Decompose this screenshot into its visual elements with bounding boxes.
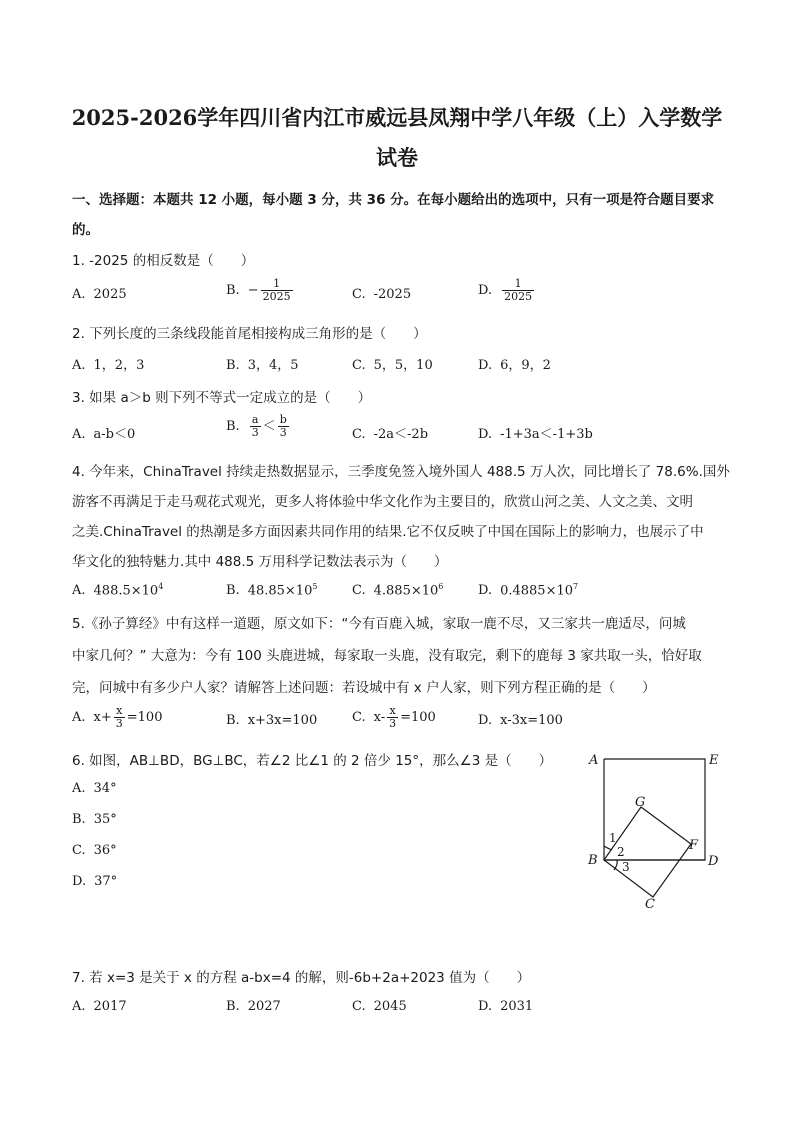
label-e: E (709, 753, 719, 768)
fraction: $\frac{x}{3}$ (115, 704, 123, 730)
label-angle-3: 3 (622, 860, 630, 874)
question-5-stem-cont: 完，问城中有多少户人家？请解答上述问题：若设城中有 x 户人家，则下列方程正确的是（ ） (72, 680, 656, 696)
q4-option-d: D. $0.4885\times 10^7$ (478, 582, 579, 599)
q5-option-a: A. x+ $\frac{x}{3}$ =100 (72, 704, 163, 730)
label-a: A (589, 753, 599, 768)
document-title-line2: 试卷 (376, 145, 418, 170)
document-title-line1: 2025-2026学年四川省内江市威远县凤翔中学八年级（上）入学数学 (71, 105, 723, 130)
angle-arc-1 (604, 846, 612, 850)
q1-option-d: D. $\frac{1}{2025}$ (478, 277, 533, 303)
q6-option-c: C. 36° (72, 843, 117, 858)
q6-option-d: D. 37° (72, 874, 118, 889)
question-4-stem-cont: 游客不再满足于走马观花式观光，更多人将体验中华文化作为主要目的，欣赏山河之美、人文之美、文明 (72, 494, 693, 510)
q2-option-b: B. 3，4，5 (226, 358, 299, 373)
question-2-stem: 2. 下列长度的三条线段能首尾相接构成三角形的是（ ） (72, 326, 427, 342)
fraction: $\frac{x}{3}$ (389, 704, 397, 730)
q1-option-a: A. 2025 (72, 287, 127, 302)
section-header: 一、选择题：本题共 12 小题，每小题 3 分，共 36 分。在每小题给出的选项中，只有一项是符合题目要求 (72, 192, 715, 208)
q3-option-a: A. a-b＜0 (72, 427, 136, 442)
label-c: C (645, 897, 655, 908)
q6-option-b: B. 35° (72, 812, 117, 827)
q4-option-c: C. $4.885\times 10^6$ (352, 582, 444, 599)
label-angle-1: 1 (609, 831, 617, 845)
q2-option-a: A. 1，2，3 (72, 358, 145, 373)
question-7-stem: 7. 若 x=3 是关于 x 的方程 a-bx=4 的解，则-6b+2a+2023 值为（ ） (72, 970, 531, 986)
question-3-stem: 3. 如果 a＞b 则下列不等式一定成立的是（ ） (72, 390, 372, 406)
fraction: $\frac{1}{2025}$ (262, 277, 291, 303)
fraction: $\frac{a}{3}$ (251, 413, 259, 439)
q7-option-b: B. 2027 (226, 999, 281, 1014)
question-4-stem-cont: 之美.ChinaTravel 的热潮是多方面因素共同作用的结果.它不仅反映了中国在国际上的影响力，也展示了中 (72, 524, 704, 540)
q2-option-d: D. 6，9，2 (478, 358, 551, 373)
q3-option-c: C. -2a＜-2b (352, 427, 429, 442)
label-f: F (689, 838, 699, 853)
fraction: $\frac{b}{3}$ (279, 413, 287, 439)
question-4-stem: 4. 今年来，ChinaTravel 持续走热数据显示，三季度免签入境外国人 488.5 万人次，同比增长了 78.6%.国外 (72, 464, 730, 480)
q5-option-c: C. x- $\frac{x}{3}$ =100 (352, 704, 436, 730)
label-d: D (708, 854, 719, 869)
fraction: $\frac{1}{2025}$ (504, 277, 533, 303)
q7-option-a: A. 2017 (72, 999, 127, 1014)
question-4-stem-cont: 华文化的独特魅力.其中 488.5 万用科学记数法表示为（ ） (72, 554, 448, 570)
q2-option-c: C. 5，5，10 (352, 358, 433, 373)
q5-option-b: B. x+3x=100 (226, 713, 318, 728)
label-g: G (635, 795, 646, 810)
angle-arc-3 (614, 860, 617, 870)
question-6-stem: 6. 如图，AB⊥BD，BG⊥BC，若∠2 比∠1 的 2 倍少 15°，那么∠3 是（ ） (72, 753, 553, 769)
label-b: B (588, 853, 598, 868)
geometry-figure (582, 748, 732, 908)
q4-option-a: A. $488.5\times 10^4$ (72, 582, 164, 599)
q3-option-b: B. $\frac{a}{3}$ ＜ $\frac{b}{3}$ (226, 413, 287, 439)
q3-option-d: D. -1+3a＜-1+3b (478, 427, 593, 442)
question-1-stem: 1. -2025 的相反数是（ ） (72, 253, 255, 269)
q5-option-d: D. x-3x=100 (478, 713, 563, 728)
q7-option-d: D. 2031 (478, 999, 534, 1014)
q7-option-c: C. 2045 (352, 999, 407, 1014)
question-5-stem-cont: 中家几何？” 大意为：今有 100 头鹿进城，每家取一头鹿，没有取完，剩下的鹿每 3 家共取一头，恰好取 (72, 648, 702, 664)
q1-option-c: C. -2025 (352, 287, 412, 302)
label-angle-2: 2 (617, 845, 625, 859)
q4-option-b: B. $48.85\times 10^5$ (226, 582, 318, 599)
q6-option-a: A. 34° (72, 781, 117, 796)
q1-option-b: B. − $\frac{1}{2025}$ (226, 277, 291, 303)
section-header-cont: 的。 (72, 222, 99, 238)
question-5-stem: 5.《孙子算经》中有这样一道题，原文如下：“今有百鹿入城，家取一鹿不尽，又三家共一鹿适尽，问城 (72, 616, 686, 632)
